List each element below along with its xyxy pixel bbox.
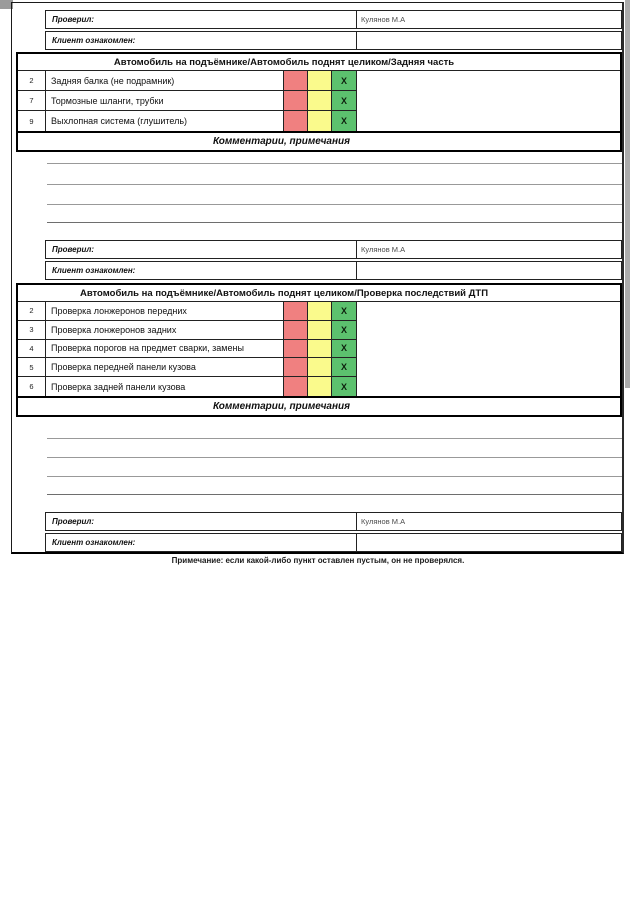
client-ack-row bbox=[45, 31, 622, 50]
client-ack-row bbox=[45, 261, 622, 280]
scan-shadow-right bbox=[625, 0, 630, 388]
row-label: Проверка лонжеронов передних bbox=[46, 302, 284, 321]
comment-line bbox=[47, 457, 622, 458]
sign-block-bottom bbox=[45, 512, 622, 554]
status-red-cell bbox=[284, 377, 308, 396]
inspector-name: Кулянов М.А bbox=[361, 517, 406, 526]
client-ack-label: Клиент ознакомлен: bbox=[46, 534, 357, 551]
status-red-cell bbox=[284, 358, 308, 377]
row-label: Проверка порогов на предмет сварки, замены bbox=[46, 340, 284, 359]
status-green-cell-check-mark: X bbox=[332, 358, 357, 377]
checked-by-row bbox=[45, 512, 622, 531]
status-yellow-cell bbox=[308, 377, 332, 396]
comment-line bbox=[47, 163, 622, 164]
section-title: Автомобиль на подъёмнике/Автомобиль поднят целиком/Задняя часть bbox=[18, 54, 620, 71]
inspector-name: Кулянов М.А bbox=[361, 245, 406, 254]
row-number: 4 bbox=[18, 340, 46, 359]
row-label: Проверка передней панели кузова bbox=[46, 358, 284, 377]
row-empty-cell bbox=[357, 71, 620, 91]
checked-by-row bbox=[45, 10, 622, 29]
comment-line bbox=[47, 494, 622, 495]
comment-line bbox=[47, 204, 622, 205]
status-green-cell-check-mark: X bbox=[332, 302, 357, 321]
status-yellow-cell bbox=[308, 71, 332, 91]
client-ack-value bbox=[357, 534, 621, 551]
checklist-row bbox=[18, 377, 620, 396]
checked-by-row bbox=[45, 240, 622, 259]
status-green-cell-check-mark: X bbox=[332, 71, 357, 91]
client-ack-label: Клиент ознакомлен: bbox=[46, 32, 357, 49]
checklist-row bbox=[18, 302, 620, 321]
status-yellow-cell bbox=[308, 358, 332, 377]
checklist-row bbox=[18, 340, 620, 359]
row-number: 7 bbox=[18, 91, 46, 111]
footer-note: Примечание: если какой-либо пункт оставлен пустым, он не проверялся. bbox=[171, 556, 465, 565]
comment-line bbox=[47, 476, 622, 477]
row-empty-cell bbox=[357, 111, 620, 131]
client-ack-label: Клиент ознакомлен: bbox=[46, 262, 357, 279]
status-yellow-cell bbox=[308, 111, 332, 131]
client-ack-row bbox=[45, 533, 622, 552]
client-ack-value bbox=[357, 32, 621, 49]
status-red-cell bbox=[284, 321, 308, 340]
row-empty-cell bbox=[357, 302, 620, 321]
row-empty-cell bbox=[357, 91, 620, 111]
status-red-cell bbox=[284, 111, 308, 131]
row-number: 9 bbox=[18, 111, 46, 131]
sign-block-top bbox=[45, 10, 622, 52]
checklist-section-rear bbox=[16, 52, 622, 133]
status-red-cell bbox=[284, 91, 308, 111]
row-number: 6 bbox=[18, 377, 46, 396]
row-number: 3 bbox=[18, 321, 46, 340]
status-red-cell bbox=[284, 340, 308, 359]
sign-block-middle bbox=[45, 240, 622, 282]
row-empty-cell bbox=[357, 340, 620, 359]
row-label: Проверка задней панели кузова bbox=[46, 377, 284, 396]
inspector-name: Кулянов М.А bbox=[361, 15, 406, 24]
checked-by-label: Проверил: bbox=[46, 241, 357, 258]
status-green-cell-check-mark: X bbox=[332, 111, 357, 131]
row-empty-cell bbox=[357, 321, 620, 340]
row-number: 5 bbox=[18, 358, 46, 377]
status-red-cell bbox=[284, 71, 308, 91]
comments-title: Комментарии, примечания bbox=[212, 136, 351, 147]
status-yellow-cell bbox=[308, 91, 332, 111]
status-green-cell-check-mark: X bbox=[332, 340, 357, 359]
checklist-row bbox=[18, 111, 620, 131]
status-yellow-cell bbox=[308, 321, 332, 340]
checked-by-label: Проверил: bbox=[46, 513, 357, 530]
comments-header bbox=[16, 131, 622, 152]
row-label: Проверка лонжеронов задних bbox=[46, 321, 284, 340]
status-red-cell bbox=[284, 302, 308, 321]
row-label: Задняя балка (не подрамник) bbox=[46, 71, 284, 91]
checklist-row bbox=[18, 71, 620, 91]
section-title: Автомобиль на подъёмнике/Автомобиль поднят целиком/Проверка последствий ДТП bbox=[18, 285, 620, 302]
row-label: Тормозные шланги, трубки bbox=[46, 91, 284, 111]
status-green-cell-check-mark: X bbox=[332, 321, 357, 340]
checked-by-label: Проверил: bbox=[46, 11, 357, 28]
row-number: 2 bbox=[18, 71, 46, 91]
client-ack-value bbox=[357, 262, 621, 279]
checklist-section-accident bbox=[16, 283, 622, 398]
status-green-cell-check-mark: X bbox=[332, 377, 357, 396]
checklist-row bbox=[18, 91, 620, 111]
comments-header bbox=[16, 396, 622, 417]
row-empty-cell bbox=[357, 377, 620, 396]
comment-line bbox=[47, 184, 622, 185]
row-empty-cell bbox=[357, 358, 620, 377]
row-number: 2 bbox=[18, 302, 46, 321]
checklist-row bbox=[18, 358, 620, 377]
status-yellow-cell bbox=[308, 302, 332, 321]
comment-line bbox=[47, 438, 622, 439]
checklist-row bbox=[18, 321, 620, 340]
status-green-cell-check-mark: X bbox=[332, 91, 357, 111]
status-yellow-cell bbox=[308, 340, 332, 359]
comments-title: Комментарии, примечания bbox=[212, 401, 351, 412]
row-label: Выхлопная система (глушитель) bbox=[46, 111, 284, 131]
comment-line bbox=[47, 222, 622, 223]
